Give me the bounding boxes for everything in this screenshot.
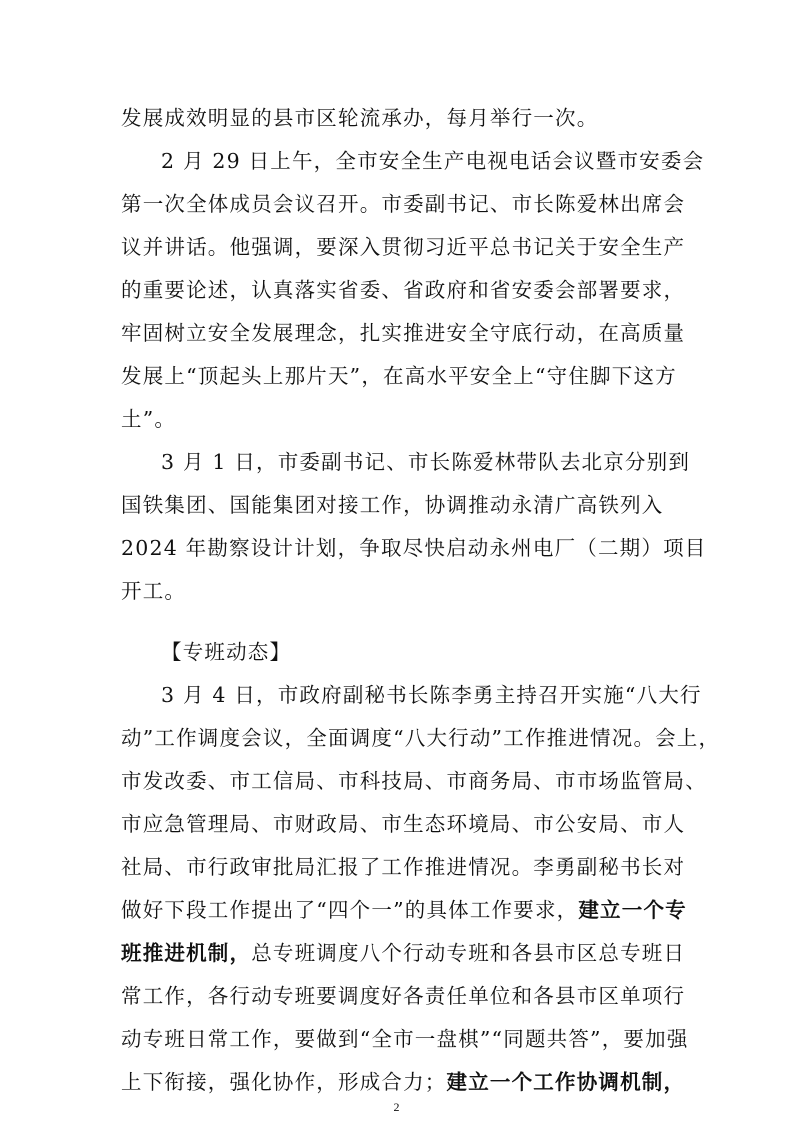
paragraph-line: 社局、市行政审批局汇报了工作推进情况。李勇副秘书长对 [121, 855, 686, 879]
paragraph-line: 国铁集团、国能集团对接工作，协调推动永清广高铁列入 [121, 493, 664, 517]
bold-emphasis: 建立一个专 [578, 898, 687, 922]
page-number: 2 [393, 1100, 400, 1114]
paragraph-line: 3 月 1 日，市委副书记、市长陈爱林带队去北京分别到 [161, 450, 691, 474]
paragraph-line: 动专班日常工作，要做到“全市一盘棋”“同题共答”，要加强 [121, 1027, 689, 1051]
line-text: 总专班调度八个行动专班和各县市区总专班日 [251, 941, 686, 965]
paragraph-line: 发展上“顶起头上那片天”，在高水平安全上“守住脚下这方 [121, 364, 677, 388]
paragraph-line [121, 933, 686, 973]
paragraph-line: 发展成效明显的县市区轮流承办，每月举行一次。 [121, 106, 599, 130]
paragraph-line: 市应急管理局、市财政局、市生态环境局、市公安局、市人 [121, 812, 686, 836]
paragraph-line [121, 890, 687, 930]
line-text: 上下衔接，强化协作，形成合力； [121, 1070, 447, 1094]
paragraph-line: 动”工作调度会议，全面调度“八大行动”工作推进情况。会上， [121, 726, 721, 750]
paragraph-line: 市发改委、市工信局、市科技局、市商务局、市市场监管局、 [121, 769, 707, 793]
paragraph-line: 开工。 [121, 579, 187, 603]
paragraph-line: 的重要论述，认真落实省委、省政府和省安委会部署要求， [121, 278, 686, 302]
paragraph-line: 议并讲话。他强调，要深入贯彻习近平总书记关于安全生产 [121, 235, 686, 259]
paragraph-line: 牢固树立安全发展理念，扎实推进安全守底行动，在高质量 [121, 321, 686, 345]
paragraph-line [121, 1062, 686, 1102]
bold-emphasis: 建立一个工作协调机制， [446, 1070, 686, 1094]
paragraph-line: 2 月 29 日上午，全市安全生产电视电话会议暨市安委会 [161, 149, 705, 173]
bold-emphasis: 班推进机制， [121, 941, 252, 965]
paragraph-line: 2024 年勘察设计计划，争取尽快启动永州电厂（二期）项目 [121, 536, 707, 560]
paragraph-line: 土”。 [121, 407, 177, 431]
section-heading: 【专班动态】 [161, 640, 292, 664]
paragraph-line: 3 月 4 日，市政府副秘书长陈李勇主持召开实施“八大行 [161, 683, 702, 707]
paragraph-line: 常工作，各行动专班要调度好各责任单位和各县市区单项行 [121, 984, 686, 1008]
paragraph-line: 第一次全体成员会议召开。市委副书记、市长陈爱林出席会 [121, 192, 686, 216]
line-text: 做好下段工作提出了“四个一”的具体工作要求， [121, 898, 579, 922]
